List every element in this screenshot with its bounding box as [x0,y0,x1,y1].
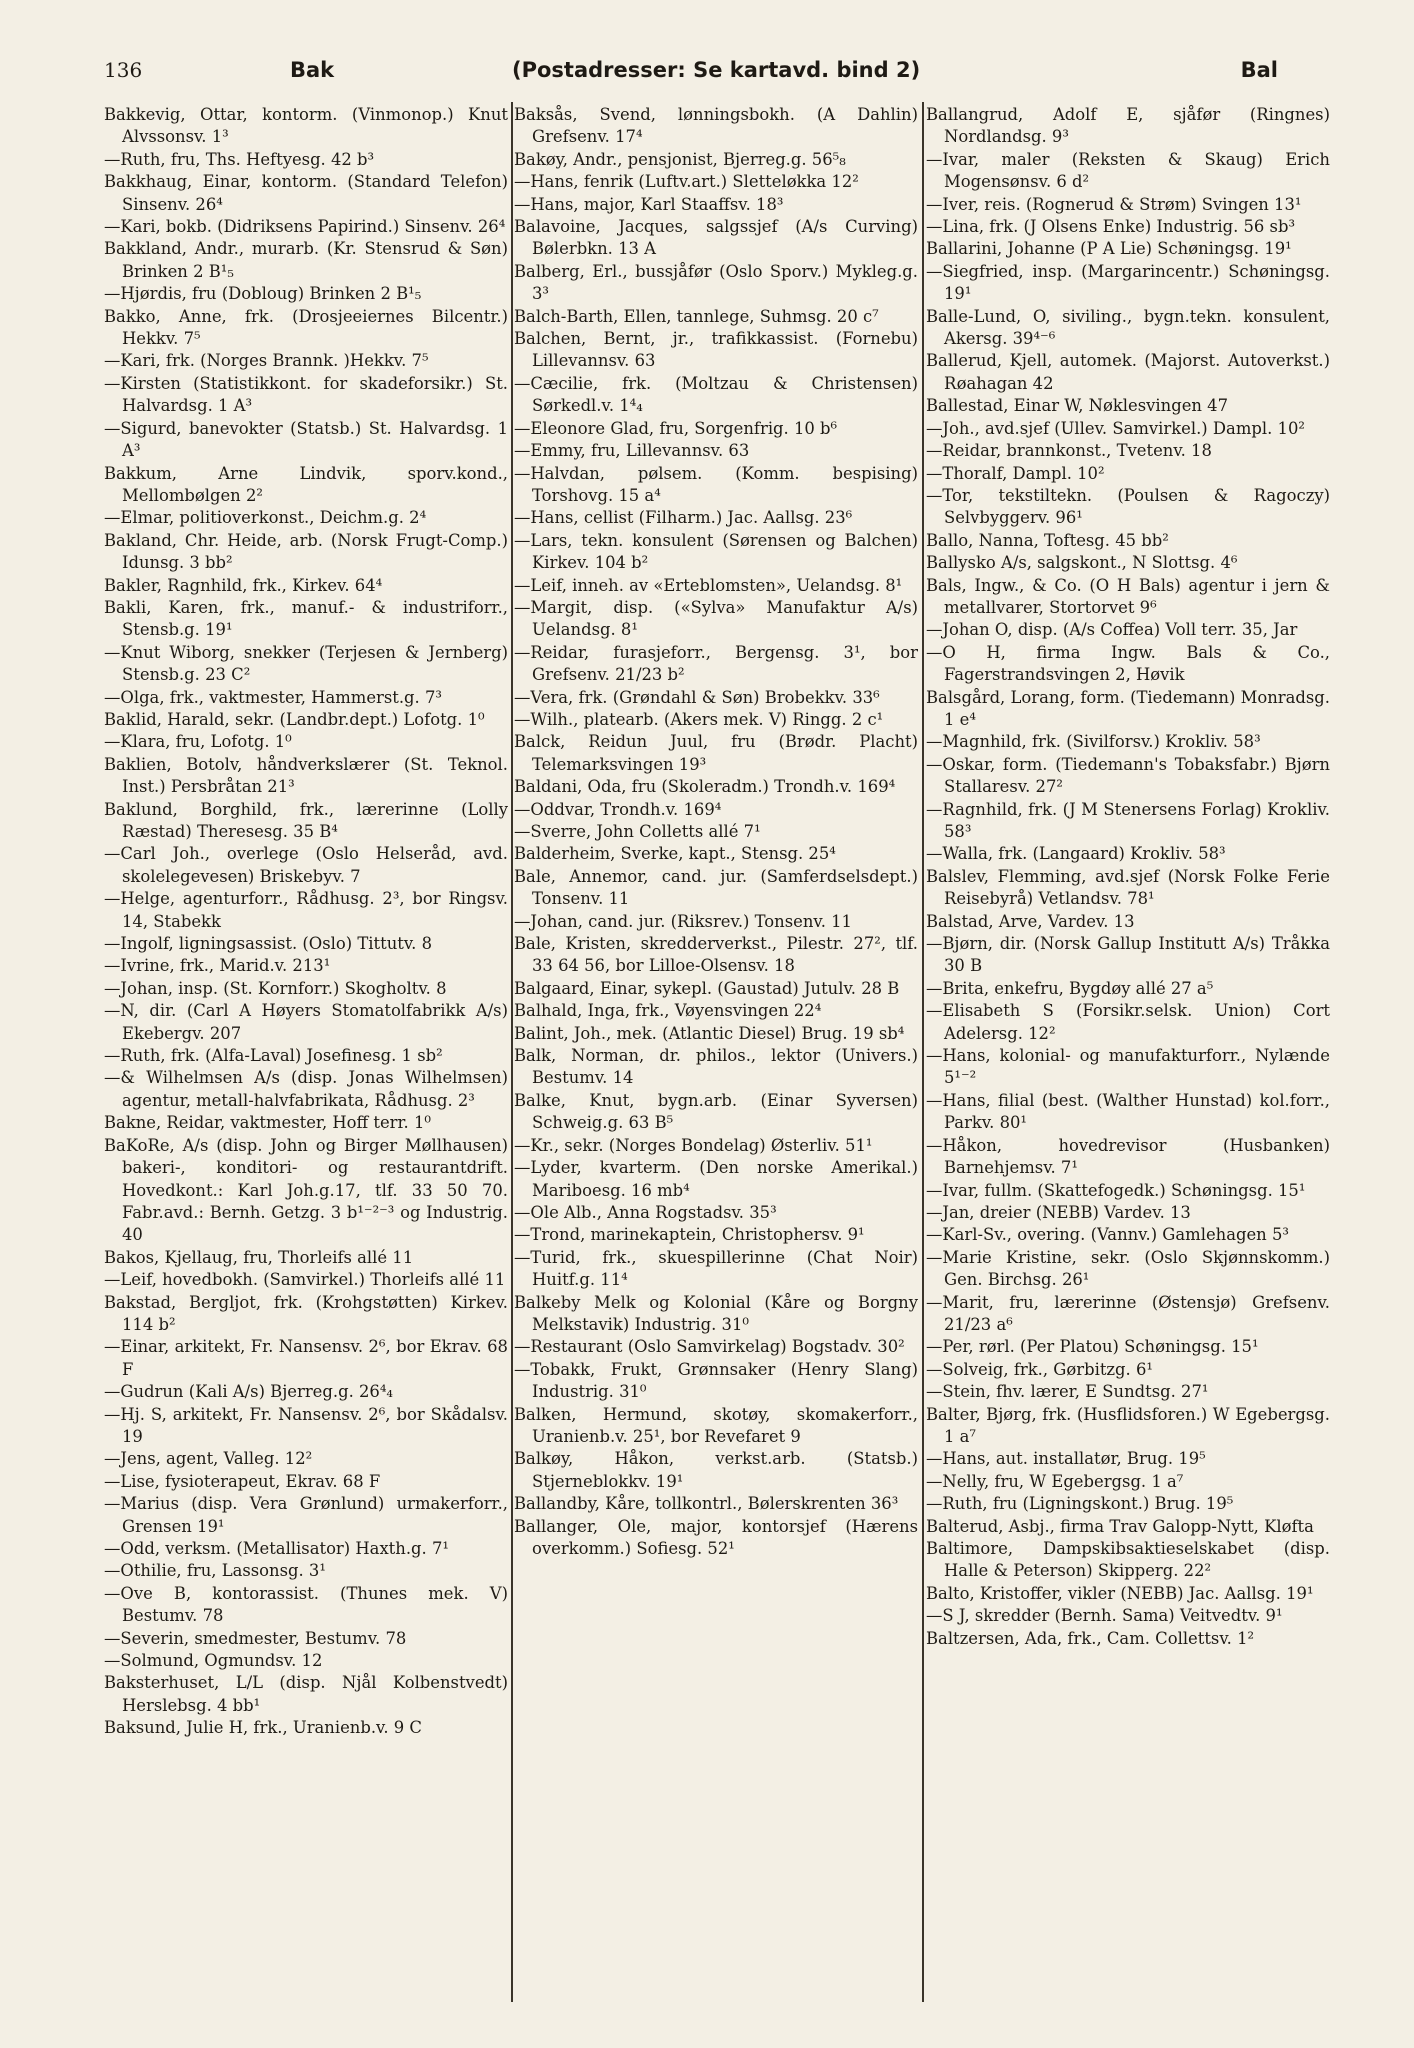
directory-entry: —Halvdan, pølsem. (Komm. bespising) Torshovg. 15 a⁴ [514,463,918,505]
directory-entry: —S J, skredder (Bernh. Sama) Veitvedtv. 9¹ [926,1606,1283,1626]
directory-entry: —Reidar, brannkonst., Tvetenv. 18 [926,441,1212,461]
column-divider [922,102,924,2002]
directory-entry: —Hans, major, Karl Staaffsv. 18³ [514,194,784,214]
directory-entry: —Karl-Sv., overing. (Vannv.) Gamlehagen 5³ [926,1225,1289,1245]
directory-entry: Baksund, Julie H, frk., Uranienb.v. 9 C [104,1718,422,1738]
directory-entry: Baltimore, Dampskibsaktieselskabet (disp. Halle & Peterson) Skipperg. 22² [926,1539,1330,1581]
directory-entry: Ballarini, Johanne (P A Lie) Schøningsg. 19¹ [926,239,1292,259]
page-number: 136 [104,58,143,82]
directory-entry: —Håkon, hovedrevisor (Husbanken) Barnehjemsv. 7¹ [926,1135,1330,1178]
directory-entry: —Elisabeth S (Forsikr.selsk. Union) Cort Adelersg. 12² [926,1001,1330,1043]
directory-entry: —Odd, verksm. (Metallisator) Haxth.g. 7¹ [104,1539,449,1558]
directory-entry: Balberg, Erl., bussjåfør (Oslo Sporv.) Mykleg.g. 3³ [514,261,918,304]
directory-entry: —Joh., avd.sjef (Ullev. Samvirkel.) Dampl. 10² [926,418,1305,438]
directory-entry: —Olga, frk., vaktmester, Hammerst.g. 7³ [104,687,442,707]
directory-entry: —Kirsten (Statistikkont. for skadeforsikr.) St. Halvardsg. 1 A³ [104,373,508,416]
directory-entry: —Helge, agenturforr., Rådhusg. 2³, bor Ringsv. 14, Stabekk [104,889,508,931]
directory-entry: —Elmar, politioverkonst., Deichm.g. 2⁴ [104,508,427,528]
directory-column-1 [104,104,508,2024]
directory-entry: —Knut Wiborg, snekker (Terjesen & Jernberg) Stensb.g. 23 C² [104,642,508,685]
directory-entry: Ballanger, Ole, major, kontorsjef (Hærens overkomm.) Sofiesg. 52¹ [514,1516,918,1558]
directory-entry: —Iver, reis. (Rognerud & Strøm) Svingen 13¹ [926,194,1302,214]
directory-entry: Bakøy, Andr., pensjonist, Bjerreg.g. 56⁵₈ [514,149,846,169]
directory-entry: —Magnhild, frk. (Sivilforsv.) Krokliv. 58³ [926,732,1261,752]
directory-entry: —Ove B, kontorassist. (Thunes mek. V) Bestumv. 78 [104,1583,508,1626]
directory-entry: BaKoRe, A/s (disp. John og Birger Møllhausen) bakeri-, konditori- og restaurantdrift. Hovedkont.: Karl Joh.g.17, tlf. 33 50 70. Fabr.avd.: Bernh. Getzg. 3 b¹⁻²⁻³ og Industrig. 40 [104,1135,508,1245]
directory-entry: Baklien, Botolv, håndverkslærer (St. Teknol. Inst.) Persbråtan 21³ [104,754,508,797]
directory-entry: —Ruth, frk. (Alfa-Laval) Josefinesg. 1 sb² [104,1046,443,1066]
directory-entry: —Leif, hovedbokh. (Samvirkel.) Thorleifs allé 11 [104,1270,506,1290]
directory-entry: Bakko, Anne, frk. (Drosjeeiernes Bilcentr.) Hekkv. 7⁵ [104,306,508,349]
directory-entry: —Othilie, fru, Lassonsg. 3¹ [104,1561,326,1581]
directory-entry: —Hans, fenrik (Luftv.art.) Sletteløkka 12² [514,172,859,192]
directory-entry: Baklund, Borghild, frk., lærerinne (Lolly Ræstad) Theresesg. 35 B⁴ [104,799,508,841]
directory-entry: Balhald, Inga, frk., Vøyensvingen 22⁴ [514,1001,822,1021]
directory-entry: Baksterhuset, L/L (disp. Njål Kolbenstvedt) Herslebsg. 4 bb¹ [104,1673,508,1715]
directory-entry: Ballandby, Kåre, tollkontrl., Bølerskrenten 36³ [514,1494,899,1514]
directory-entry: —Marius (disp. Vera Grønlund) urmakerforr., Grensen 19¹ [104,1494,508,1536]
directory-column-3 [926,104,1330,2024]
directory-entry: Bakli, Karen, frk., manuf.- & industriforr., Stensb.g. 19¹ [104,597,508,640]
directory-entry: Baldani, Oda, fru (Skoleradm.) Trondh.v. 169⁴ [514,777,896,797]
directory-entry: —Oskar, form. (Tiedemann's Tobaksfabr.) Bjørn Stallaresv. 27² [926,754,1330,797]
directory-entry: —Johan, cand. jur. (Riksrev.) Tonsenv. 11 [514,911,852,931]
directory-entry: —Siegfried, insp. (Margarincentr.) Schøningsg. 19¹ [926,261,1330,304]
directory-entry: —Per, rørl. (Per Platou) Schøningsg. 15¹ [926,1337,1259,1357]
directory-entry: Bakkland, Andr., murarb. (Kr. Stensrud & Søn) Brinken 2 B¹₅ [104,239,508,281]
directory-entry: —Ragnhild, frk. (J M Stenersens Forlag) Krokliv. 58³ [926,799,1330,841]
directory-entry: Bale, Annemor, cand. jur. (Samferdselsdept.) Tonsenv. 11 [514,866,918,909]
directory-entry: Baklid, Harald, sekr. (Landbr.dept.) Lofotg. 1⁰ [104,709,485,729]
directory-entry: —Walla, frk. (Langaard) Krokliv. 58³ [926,844,1226,864]
directory-entry: —Emmy, fru, Lillevannsv. 63 [514,441,750,461]
column-divider [511,102,513,2002]
directory-entry: Balkeby Melk og Kolonial (Kåre og Borgny Melkstavik) Industrig. 31⁰ [514,1292,918,1334]
directory-entry: —Jan, dreier (NEBB) Vardev. 13 [926,1202,1191,1222]
directory-entry: Balke, Knut, bygn.arb. (Einar Syversen) Schweig.g. 63 B⁵ [514,1090,918,1133]
directory-entry: —Johan, insp. (St. Kornforr.) Skogholtv. 8 [104,978,447,998]
directory-entry: —Jens, agent, Valleg. 12² [104,1449,313,1469]
directory-column-2 [514,104,918,2024]
directory-entry: —Kr., sekr. (Norges Bondelag) Østerliv. 51¹ [514,1135,873,1155]
directory-entry: Bakkevig, Ottar, kontorm. (Vinmonop.) Knut Alvssonsv. 1³ [104,105,508,147]
directory-entry: —Ingolf, ligningsassist. (Oslo) Tittutv. 8 [104,934,433,954]
directory-entry: —Ivar, fullm. (Skattefogedk.) Schøningsg. 15¹ [926,1180,1306,1200]
directory-entry: —Wilh., platearb. (Akers mek. V) Ringg. 2 c¹ [514,709,884,729]
directory-entry: Bakkum, Arne Lindvik, sporv.kond., Mellombølgen 2² [104,463,508,505]
directory-entry: —Hans, kolonial- og manufakturforr., Nylænde 5¹⁻² [926,1046,1330,1088]
directory-entry: —Gudrun (Kali A/s) Bjerreg.g. 26⁴₄ [104,1382,393,1402]
directory-entry: —Ruth, fru (Ligningskont.) Brug. 19⁵ [926,1494,1234,1514]
directory-entry: Bakler, Ragnhild, frk., Kirkev. 64⁴ [104,575,383,595]
directory-entry: Bakos, Kjellaug, fru, Thorleifs allé 11 [104,1247,414,1267]
directory-entry: Balle-Lund, O, siviling., bygn.tekn. konsulent, Akersg. 39⁴⁻⁶ [926,306,1330,349]
directory-entry: —Thoralf, Dampl. 10² [926,463,1105,483]
directory-entry: —Marit, fru, lærerinne (Østensjø) Grefsenv. 21/23 a⁶ [926,1292,1330,1334]
directory-entry: Balavoine, Jacques, salgssjef (A/s Curving) Bølerbkn. 13 A [514,217,918,259]
directory-entry: Balint, Joh., mek. (Atlantic Diesel) Brug. 19 sb⁴ [514,1023,905,1043]
directory-entry: —Vera, frk. (Grøndahl & Søn) Brobekkv. 33⁶ [514,687,880,707]
directory-entry: Ballestad, Einar W, Nøklesvingen 47 [926,396,1229,416]
directory-entry: Ballangrud, Adolf E, sjåfør (Ringnes) Nordlandsg. 9³ [926,105,1330,147]
directory-entry: —Ruth, fru, Ths. Heftyesg. 42 b³ [104,149,375,169]
directory-entry: —Cæcilie, frk. (Moltzau & Christensen) Sørkedl.v. 1⁴₄ [514,373,918,416]
directory-entry: Balstad, Arve, Vardev. 13 [926,911,1135,931]
header-postal-note: (Postadresser: Se kartavd. bind 2) [512,58,921,82]
directory-entry: —Johan O, disp. (A/s Coffea) Voll terr. 35, Jar [926,620,1298,640]
directory-entry: —Hjørdis, fru (Dobloug) Brinken 2 B¹₅ [104,284,422,304]
directory-entry: —Reidar, furasjeforr., Bergensg. 3¹, bor Grefsenv. 21/23 b² [514,642,918,685]
page-header [104,58,1314,98]
directory-entry: Balkøy, Håkon, verkst.arb. (Statsb.) Stjerneblokkv. 19¹ [514,1449,918,1491]
directory-entry: Bale, Kristen, skredderverkst., Pilestr. 27², tlf. 33 64 56, bor Lilloe-Olsensv. 18 [514,934,918,976]
directory-entry: —Bjørn, dir. (Norsk Gallup Institutt A/s) Tråkka 30 B [926,934,1330,976]
directory-entry: —Severin, smedmester, Bestumv. 78 [104,1628,407,1648]
directory-entry: —Turid, frk., skuespillerinne (Chat Noir) Huitf.g. 11⁴ [514,1247,918,1290]
directory-entry: —Trond, marinekaptein, Christophersv. 9¹ [514,1225,865,1245]
directory-entry: Balterud, Asbj., firma Trav Galopp-Nytt, Kløfta [926,1516,1314,1536]
directory-entry: Balter, Bjørg, frk. (Husflidsforen.) W Egebergsg. 1 a⁷ [926,1404,1330,1446]
directory-entry: —Ivrine, frk., Marid.v. 213¹ [104,956,331,976]
directory-entry: Balchen, Bernt, jr., trafikkassist. (Fornebu) Lillevannsv. 63 [514,329,918,371]
directory-entry: —Hans, cellist (Filharm.) Jac. Aallsg. 23⁶ [514,508,853,528]
directory-entry: —Lise, fysioterapeut, Ekrav. 68 F [104,1471,381,1491]
directory-entry: —Sverre, John Colletts allé 7¹ [514,822,761,841]
directory-entry: —Restaurant (Oslo Samvirkelag) Bogstadv. 30² [514,1337,905,1357]
directory-entry: Balken, Hermund, skotøy, skomakerforr., Uranienb.v. 25¹, bor Revefaret 9 [514,1404,918,1446]
directory-entry: Balgaard, Einar, sykepl. (Gaustad) Jutulv. 28 B [514,978,900,998]
directory-entry: Balto, Kristoffer, vikler (NEBB) Jac. Aallsg. 19¹ [926,1583,1314,1603]
directory-entry: —Sigurd, banevokter (Statsb.) St. Halvardsg. 1 A³ [104,418,508,461]
directory-entry: Bals, Ingw., & Co. (O H Bals) agentur i jern & metallvarer, Stortorvet 9⁶ [926,575,1330,617]
directory-entry: —Ole Alb., Anna Rogstadsv. 35³ [514,1202,777,1222]
directory-entry: —Ivar, maler (Reksten & Skaug) Erich Mogensønsv. 6 d² [926,149,1330,192]
directory-entry: —Solmund, Ogmundsv. 12 [104,1651,323,1671]
directory-entry: Ballerud, Kjell, automek. (Majorst. Autoverkst.) Røahagan 42 [926,351,1330,393]
directory-entry: —Brita, enkefru, Bygdøy allé 27 a⁵ [926,978,1214,998]
directory-entry: —Kari, bokb. (Didriksens Papirind.) Sinsenv. 26⁴ [104,217,506,237]
directory-entry: —Lina, frk. (J Olsens Enke) Industrig. 56 sb³ [926,217,1296,237]
directory-entry: —Eleonore Glad, fru, Sorgenfrig. 10 b⁶ [514,418,838,438]
directory-entry: Bakland, Chr. Heide, arb. (Norsk Frugt-Comp.) Idunsg. 3 bb² [104,530,508,573]
header-range-start: Bak [290,58,335,82]
directory-entry: —Lars, tekn. konsulent (Sørensen og Balchen) Kirkev. 104 b² [514,530,918,573]
directory-entry: —O H, firma Ingw. Bals & Co., Fagerstrandsvingen 2, Høvik [926,642,1330,685]
directory-entry: —Solveig, frk., Gørbitzg. 6¹ [926,1359,1153,1379]
directory-entry: —Lyder, kvarterm. (Den norske Amerikal.) Mariboesg. 16 mb⁴ [514,1158,918,1200]
directory-entry: Bakkhaug, Einar, kontorm. (Standard Telefon) Sinsenv. 26⁴ [104,172,508,214]
directory-entry: —Tor, tekstiltekn. (Poulsen & Ragoczy) Selvbyggerv. 96¹ [926,485,1330,528]
directory-entry: —Hj. S, arkitekt, Fr. Nansensv. 2⁶, bor Skådalsv. 19 [104,1404,508,1446]
directory-entry: Ballysko A/s, salgskont., N Slottsg. 4⁶ [926,553,1238,573]
directory-entry: —Stein, fhv. lærer, E Sundtsg. 27¹ [926,1382,1209,1402]
directory-entry: —Oddvar, Trondh.v. 169⁴ [514,799,722,819]
directory-entry: Baksås, Svend, lønningsbokh. (A Dahlin) Grefsenv. 17⁴ [514,105,918,147]
directory-entry: —Nelly, fru, W Egebergsg. 1 a⁷ [926,1471,1184,1491]
directory-entry: Balderheim, Sverke, kapt., Stensg. 25⁴ [514,844,836,864]
directory-entry: Bakne, Reidar, vaktmester, Hoff terr. 1⁰ [104,1113,431,1133]
directory-entry: —Tobakk, Frukt, Grønnsaker (Henry Slang) Industrig. 31⁰ [514,1359,918,1402]
directory-entry: —Einar, arkitekt, Fr. Nansensv. 2⁶, bor Ekrav. 68 F [104,1337,508,1379]
directory-entry: —Leif, inneh. av «Erteblomsten», Uelandsg. 8¹ [514,575,903,595]
directory-entry: Bakstad, Bergljot, frk. (Krohgstøtten) Kirkev. 114 b² [104,1292,508,1334]
directory-entry: —Hans, filial (best. (Walther Hunstad) kol.forr., Parkv. 80¹ [926,1090,1330,1133]
directory-entry: —& Wilhelmsen A/s (disp. Jonas Wilhelmsen) agentur, metall-halvfabrikata, Rådhusg. 2³ [104,1068,508,1110]
directory-entry: —Carl Joh., overlege (Oslo Helseråd, avd. skolelegevesen) Briskebyv. 7 [104,844,508,886]
directory-entry: —Marie Kristine, sekr. (Oslo Skjønnskomm.) Gen. Birchsg. 26¹ [926,1247,1330,1290]
directory-entry: Balch-Barth, Ellen, tannlege, Suhmsg. 20 c⁷ [514,306,879,326]
directory-entry: Balk, Norman, dr. philos., lektor (Univers.) Bestumv. 14 [514,1046,918,1088]
directory-entry: Balsgård, Lorang, form. (Tiedemann) Monradsg. 1 e⁴ [926,687,1330,729]
directory-entry: —Hans, aut. installatør, Brug. 19⁵ [926,1449,1206,1469]
directory-entry: Baltzersen, Ada, frk., Cam. Collettsv. 1² [926,1628,1255,1648]
directory-entry: Balck, Reidun Juul, fru (Brødr. Placht) Telemarksvingen 19³ [514,732,918,774]
directory-entry: —Kari, frk. (Norges Brannk. )Hekkv. 7⁵ [104,351,429,371]
directory-entry: Ballo, Nanna, Toftesg. 45 bb² [926,530,1169,550]
directory-entry: Balslev, Flemming, avd.sjef (Norsk Folke Ferie Reisebyrå) Vetlandsv. 78¹ [926,866,1330,909]
directory-entry: —Klara, fru, Lofotg. 1⁰ [104,732,292,752]
header-range-end: Bal [1240,58,1278,82]
directory-entry: —Margit, disp. («Sylva» Manufaktur A/s) Uelandsg. 8¹ [514,597,918,640]
directory-entry: —N, dir. (Carl A Høyers Stomatolfabrikk A/s) Ekebergv. 207 [104,1001,508,1043]
